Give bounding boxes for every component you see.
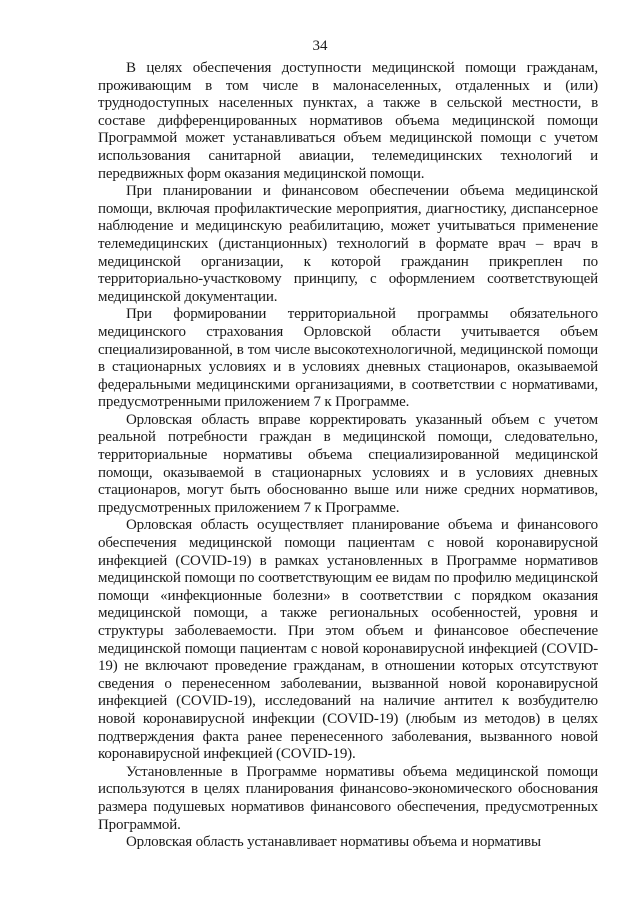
page-number: 34 — [312, 38, 328, 54]
document-body — [98, 60, 598, 852]
paragraph-covid-planning: Орловская область осуществляет планирование объема и финансового обеспечения медицинской помощи пациентам с новой коронавирусной инфекцией (COVID-19) в рамках установленных в Программе нормативов медицинской помощи по соответствующим ее видам по профилю медицинской помощи «инфекционные болезни» в соответствии с порядком оказания медицинской помощи, а также региональных особенностей, уровня и структуры заболеваемости. При этом объем и финансовое обеспечение медицинской помощи пациентам с новой коронавирусной инфекцией (COVID-19) не включают проведение гражданам, в отношении которых отсутствуют сведения о перенесенном заболевании, вызванной новой коронавирусной инфекцией (COVID-19), исследований на наличие антител к возбудителю новой коронавирусной инфекции (COVID-19) (любым из методов) в целях подтверждения факта ранее перенесенного заболевания, вызванного новой коронавирусной инфекцией (COVID-19). — [98, 517, 598, 763]
paragraph-normatives-usage: Установленные в Программе нормативы объема медицинской помощи используются в целях планирования финансово-экономического обоснования размера подушевых нормативов финансового обеспечения, предусмотренных Программой. — [98, 763, 598, 833]
paragraph-planning-telemedicine: При планировании и финансовом обеспечении объема медицинской помощи, включая профилактические мероприятия, диагностику, диспансерное наблюдение и медицинскую реабилитацию, может учитываться применение телемедицинских (дистанционных) технологий в формате врач – врач в медицинской организации, к которой гражданин прикреплен по территориально-участковому принципу, с оформлением соответствующей медицинской документации. — [98, 183, 598, 305]
paragraph-normatives-establishment: Орловская область устанавливает нормативы объема и нормативы — [126, 834, 541, 851]
paragraph-volume-correction: Орловская область вправе корректировать указанный объем с учетом реальной потребности граждан в медицинской помощи, следовательно, территориальные нормативы объема специализированной медицинской помощи, оказываемой в стационарных условиях и в условиях дневных стационаров, могут быть обоснованно выше или ниже средних нормативов, предусмотренных приложением 7 к Программе. — [98, 411, 598, 516]
paragraph-telemedicine-remote-areas: В целях обеспечения доступности медицинской помощи гражданам, проживающим в том числе в малонаселенных, отдаленных и (или) труднодоступных населенных пунктах, а также в сельской местности, в составе дифференцированных нормативов объема медицинской помощи Программой может устанавливаться объем медицинской помощи с учетом использования санитарной авиации, телемедицинских технологий и передвижных форм оказания медицинской помощи. — [98, 60, 598, 182]
paragraph-territorial-program: При формировании территориальной программы обязательного медицинского страхования Орловской области учитывается объем специализированной, в том числе высокотехнологичной, медицинской помощи в стационарных условиях и в условиях дневных стационаров, оказываемой федеральными медицинскими организациями, в соответствии с нормативами, предусмотренными приложением 7 к Программе. — [98, 306, 598, 411]
